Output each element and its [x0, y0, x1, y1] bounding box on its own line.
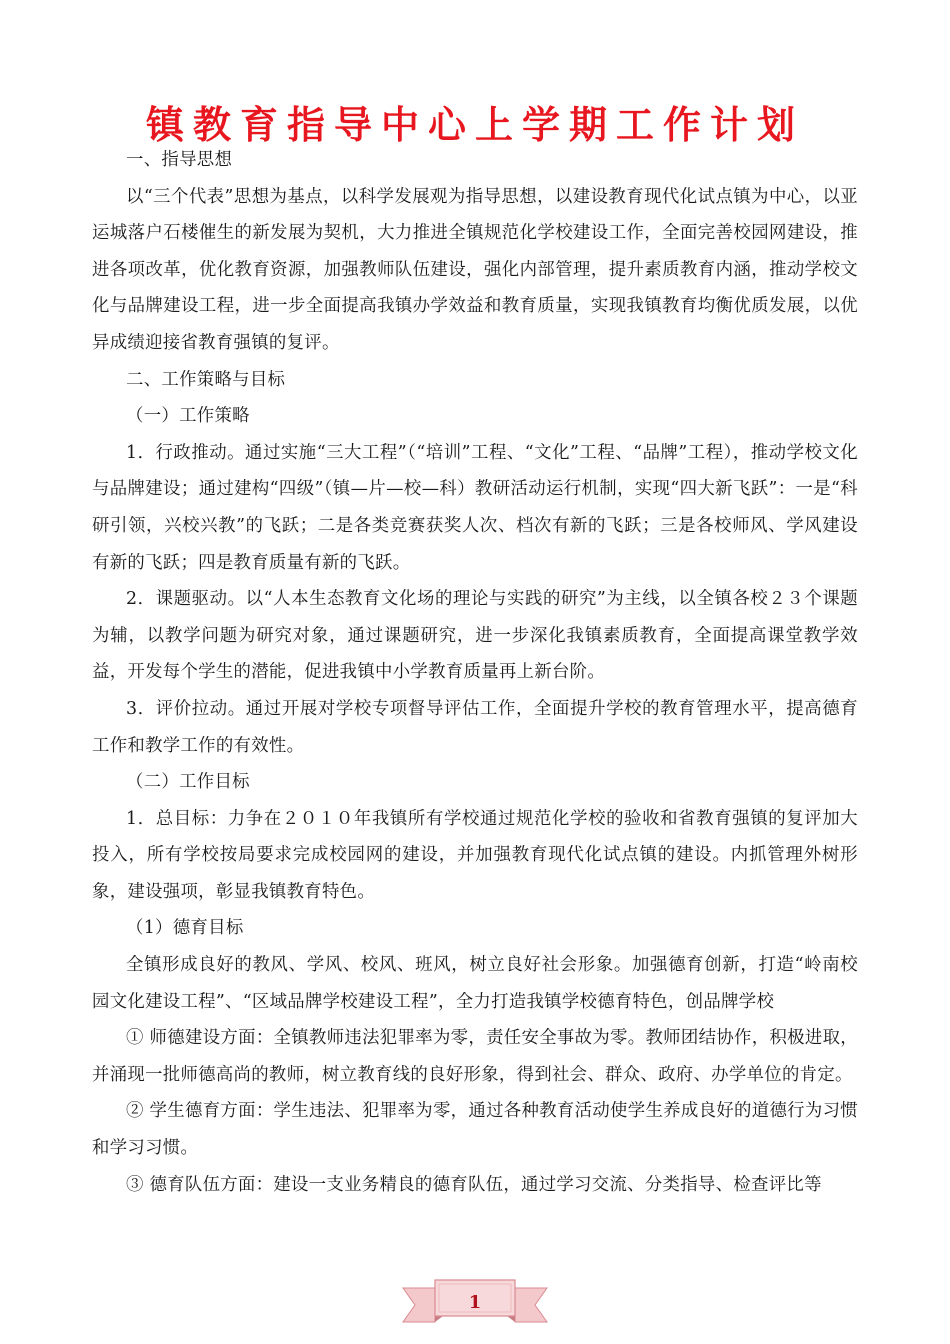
section-heading-strategy-goals: 二、工作策略与目标 [126, 369, 286, 390]
paragraph-overall-goal: 1．总目标：力争在２０１０年我镇所有学校通过规范化学校的验收和省教育强镇的复评加大投入，所有学校按局要求完成校园网的建设，并加强教育现代化试点镇的建设。内抓管理外树形象，建设强项，彰显我镇教育特色。 [92, 808, 858, 902]
paragraph-moral-education: 全镇形成良好的教风、学风、校风、班风，树立良好社会形象。加强德育创新，打造“岭南校园文化建设工程”、“区域品牌学校建设工程”，全力打造我镇学校德育特色，创品牌学校 [92, 955, 858, 1012]
document-title: 镇教育指导中心上学期工作计划 [145, 103, 804, 147]
subheading-moral-education-goal: （1）德育目标 [126, 918, 244, 939]
paragraph-administrative-push: 1．行政推动。通过实施“三大工程”（“培训”工程、“文化”工程、“品牌”工程），推动学校文化与品牌建设；通过建构“四级”（镇—片—校—科）教研活动运行机制，实现“四大新飞跃”：一是“科研引领，兴校兴教”的飞跃；二是各类竞赛获奖人次、档次有新的飞跃；三是各校师风、学风建设有新的飞跃；四是教育质量有新的飞跃。 [92, 442, 858, 573]
section-heading-guiding-ideology: 一、指导思想 [126, 150, 233, 170]
paragraph-project-drive: 2．课题驱动。以“人本生态教育文化场的理论与实践的研究”为主线，以全镇各校２３个课题为辅，以教学问题为研究对象，通过课题研究，进一步深化我镇素质教育，全面提高课堂教学效益，开发每个学生的潜能，促进我镇中小学教育质量再上新台阶。 [92, 589, 858, 683]
document-body [92, 142, 858, 1203]
subheading-work-strategy: （一）工作策略 [126, 406, 250, 427]
paragraph-evaluation-pull: 3．评价拉动。通过开展对学校专项督导评估工作，全面提升学校的教育管理水平，提高德育工作和教学工作的有效性。 [92, 698, 858, 756]
paragraph-student-morality: ② 学生德育方面：学生违法、犯罪率为零，通过各种教育活动使学生养成良好的道德行为习惯和学习习惯。 [92, 1101, 858, 1159]
paragraph-moral-team: ③ 德育队伍方面：建设一支业务精良的德育队伍，通过学习交流、分类指导、检查评比等 [126, 1174, 822, 1195]
page-number: 1 [468, 1292, 482, 1313]
paragraph-guiding-ideology: 以“三个代表”思想为基点，以科学发展观为指导思想，以建设教育现代化试点镇为中心，以亚运城落户石楼催生的新发展为契机，大力推进全镇规范化学校建设工作，全面完善校园网建设，推进各项改革，优化教育资源，加强教师队伍建设，强化内部管理，提升素质教育内涵，推动学校文化与品牌建设工程，进一步全面提高我镇办学效益和教育质量，实现我镇教育均衡优质发展，以优异成绩迎接省教育强镇的复评。 [92, 186, 858, 353]
subheading-work-goals: （二）工作目标 [126, 772, 250, 793]
paragraph-teacher-ethics: ① 师德建设方面：全镇教师违法犯罪率为零，责任安全事故为零。教师团结协作，积极进取，并涌现一批师德高尚的教师，树立教育线的良好形象，得到社会、群众、政府、办学单位的肯定。 [92, 1028, 858, 1085]
page-number-badge [395, 1270, 555, 1344]
